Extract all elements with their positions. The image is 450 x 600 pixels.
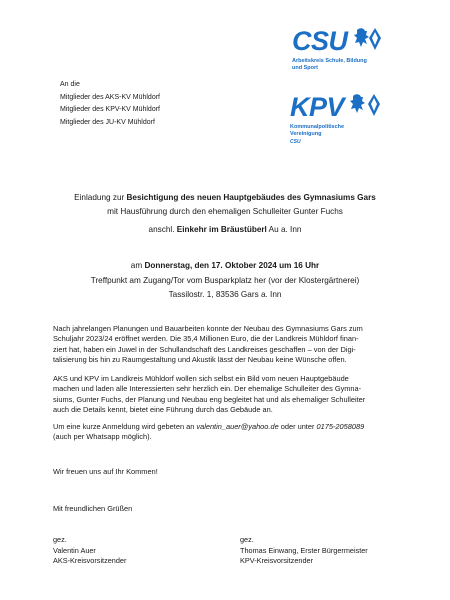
registration-phone: 0175-2058089 [316,422,365,431]
invitation-subtitle [0,207,450,216]
signature-name: Valentin Auer [53,545,96,555]
closing-line: Wir freuen uns auf Ihr Kommen! [53,467,158,476]
invitation-subtitle-text: mit Hausführung durch den ehemaligen Schulleiter Gunter Fuchs [107,207,343,216]
registration-email-link[interactable]: valentin_auer@yahoo.de [196,422,279,431]
followup-prefix: anschl. [148,225,177,234]
date-bold: Donnerstag, den 17. Oktober 2024 um 16 Uhr [144,261,320,270]
recipient-heading: An die [60,81,80,88]
signature-gez: gez. [240,535,254,544]
body-paragraph-1 [53,324,403,366]
followup-suffix: Au a. Inn [266,225,302,234]
body-line: auch die Details kennt, bietet eine Führung durch das Gebäude an. [53,405,273,415]
signature-role: AKS-Kreisvorsitzender [53,556,127,565]
greeting-line: Mit freundlichen Grüßen [53,504,133,513]
body-paragraph-2 [53,374,403,416]
signature-right [240,535,368,567]
csu-logo [292,26,383,71]
meeting-address [0,290,450,299]
body-line: ziert hat, haben ein Juwel in der Schullandschaft des Landkreises geschaffen – von der Digi- [53,344,356,354]
kpv-logo [290,92,383,145]
recipient-block [60,79,160,129]
kpv-subtitle-line: Vereinigung [290,130,322,137]
signature-role: KPV-Kreisvorsitzender [240,556,313,565]
invitation-title-prefix: Einladung zur [74,193,127,202]
registration-suffix: (auch per Whatsapp möglich). [53,432,152,442]
recipient-line: Mitglieder des JU-KV Mühldorf [60,118,155,126]
signature-name: Thomas Einwang, Erster Bürgermeister [240,545,368,555]
csu-subtitle-line: Arbeitskreis Schule, Bildung [292,58,367,64]
signature-gez: gez. [53,535,67,544]
bavarian-lion-icon [351,26,383,57]
body-line: machen und laden alle Interessierten sehr herzlich ein. Der ehemalige Schulleiter des Gymna- [53,384,362,394]
body-line: talisierung bis hin zu Raumgestaltung und Akustik lässt der Neubau keine Wünsche offen. [53,355,347,365]
invitation-title [0,193,450,202]
bavarian-lion-icon [347,92,383,123]
kpv-csu-tag: CSU [290,139,301,145]
meeting-point [0,276,450,285]
meeting-point-text: Treffpunkt am Zugang/Tor vom Busparkplatz her (vor der Klostergärtnerei) [90,276,360,285]
registration-middle: oder unter [278,422,317,431]
invitation-followup [0,225,450,234]
kpv-subtitle-line: Kommunalpolitische [290,124,345,130]
body-line: Nach jahrelangen Planungen und Bauarbeiten konnte der Neubau des Gymnasiums Gars zum [53,324,363,333]
followup-bold: Einkehr im Bräustüberl [176,225,267,234]
kpv-wordmark: KPV [290,92,345,122]
recipient-line: Mitglieder des AKS-KV Mühldorf [60,93,160,101]
body-line: Schuljahr 2023/24 eröffnet werden. Die 35,4 Millionen Euro, die der Landkreis Mühldorf finan- [53,334,359,344]
invitation-title-bold: Besichtigung des neuen Hauptgebäudes des Gymnasiums Gars [126,193,376,202]
registration-note [53,422,403,443]
date-prefix: am [130,261,145,270]
body-line: siums, Gunter Fuchs, der Planung und Neubau eng begleitet hat und als ehemaliger Schulleiter [53,394,366,404]
csu-wordmark: CSU [292,26,348,56]
csu-subtitle-line: und Sport [292,64,318,71]
body-line: AKS und KPV im Landkreis Mühldorf wollen sich selbst ein Bild vom neuen Hauptgebäude [53,374,349,383]
signature-left [53,535,126,567]
meeting-address-text: Tassilostr. 1, 83536 Gars a. Inn [168,290,282,299]
recipient-line: Mitglieder des KPV-KV Mühldorf [60,106,160,113]
registration-prefix: Um eine kurze Anmeldung wird gebeten an [53,422,197,431]
event-date [0,261,450,270]
